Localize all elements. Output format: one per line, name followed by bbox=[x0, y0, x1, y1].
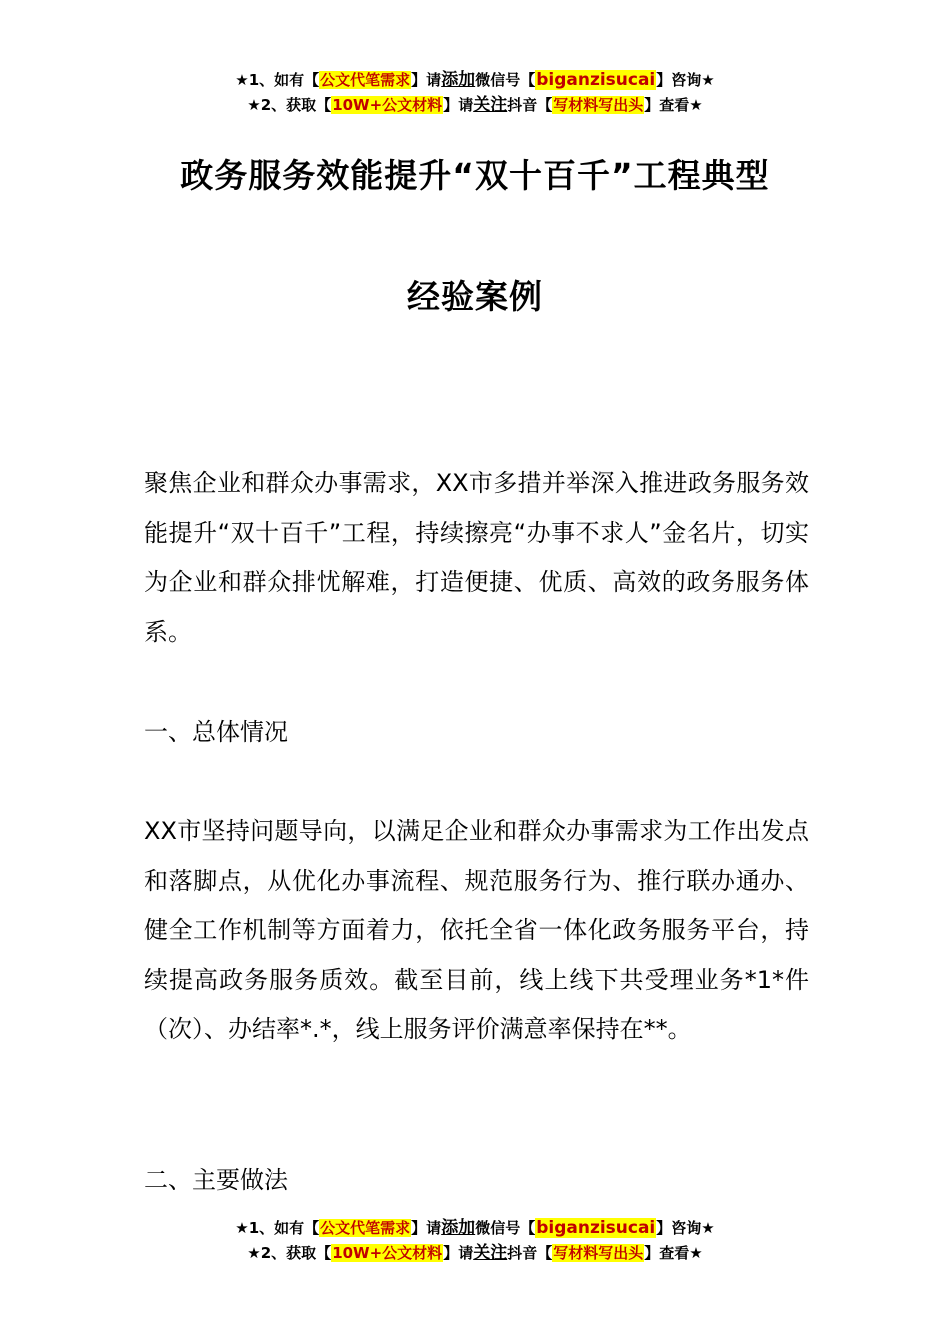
banner-text: 】请 bbox=[443, 1244, 474, 1262]
intro-paragraph: 聚焦企业和群众办事需求，XX市多措并举深入推进政务服务效能提升“双十百千”工程，持续擦亮“办事不求人”金名片，切实为企业和群众排忧解难，打造便捷、优质、高效的政务服务体系。 bbox=[144, 469, 809, 646]
banner-line-2 bbox=[0, 1241, 950, 1266]
banner-highlight: biganzisucai bbox=[536, 70, 656, 90]
footer-banner bbox=[0, 1216, 950, 1266]
banner-text: ★2、获取【 bbox=[247, 96, 332, 114]
banner-highlight: 写材料写出头 bbox=[553, 96, 644, 114]
banner-highlight: 公文代笔需求 bbox=[320, 71, 411, 89]
banner-text: ★1、如有【 bbox=[235, 1219, 320, 1237]
header-banner bbox=[0, 68, 950, 118]
banner-line-1 bbox=[0, 68, 950, 93]
banner-text: 微信号【 bbox=[475, 1219, 536, 1237]
banner-text: 】请 bbox=[443, 96, 474, 114]
banner-line-2 bbox=[0, 93, 950, 118]
section-2-heading: 二、主要做法 bbox=[144, 1166, 288, 1194]
banner-underlined: 关注 bbox=[473, 95, 508, 115]
banner-underlined: 添加 bbox=[441, 1218, 476, 1238]
banner-highlight: biganzisucai bbox=[536, 1218, 656, 1238]
banner-text: 】咨询★ bbox=[656, 71, 715, 89]
banner-text: ★2、获取【 bbox=[247, 1244, 332, 1262]
banner-highlight: 10W+公文材料 bbox=[332, 1244, 443, 1262]
banner-highlight: 写材料写出头 bbox=[553, 1244, 644, 1262]
banner-text: 】查看★ bbox=[644, 96, 703, 114]
banner-highlight: 10W+公文材料 bbox=[332, 96, 443, 114]
banner-underlined: 关注 bbox=[473, 1243, 508, 1263]
section-1-paragraph: XX市坚持问题导向，以满足企业和群众办事需求为工作出发点和落脚点，从优化办事流程、规范服务行为、推行联办通办、健全工作机制等方面着力，依托全省一体化政务服务平台，持续提高政务服务质效。截至目前，线上线下共受理业务*1*件（次）、办结率*.*，线上服务评价满意率保持在**。 bbox=[144, 817, 809, 1043]
document-title-line-1: 政务服务效能提升“双十百千”工程典型 bbox=[180, 156, 770, 195]
banner-text: 抖音【 bbox=[507, 1244, 553, 1262]
document-title-line-2: 经验案例 bbox=[407, 277, 543, 316]
banner-text: 】请 bbox=[411, 1219, 442, 1237]
section-1-heading: 一、总体情况 bbox=[144, 718, 288, 746]
banner-text: 】咨询★ bbox=[656, 1219, 715, 1237]
banner-underlined: 添加 bbox=[441, 70, 476, 90]
banner-text: 微信号【 bbox=[475, 71, 536, 89]
banner-text: 】查看★ bbox=[644, 1244, 703, 1262]
banner-highlight: 公文代笔需求 bbox=[320, 1219, 411, 1237]
banner-text: 抖音【 bbox=[507, 96, 553, 114]
banner-text: ★1、如有【 bbox=[235, 71, 320, 89]
banner-text: 】请 bbox=[411, 71, 442, 89]
banner-line-1 bbox=[0, 1216, 950, 1241]
